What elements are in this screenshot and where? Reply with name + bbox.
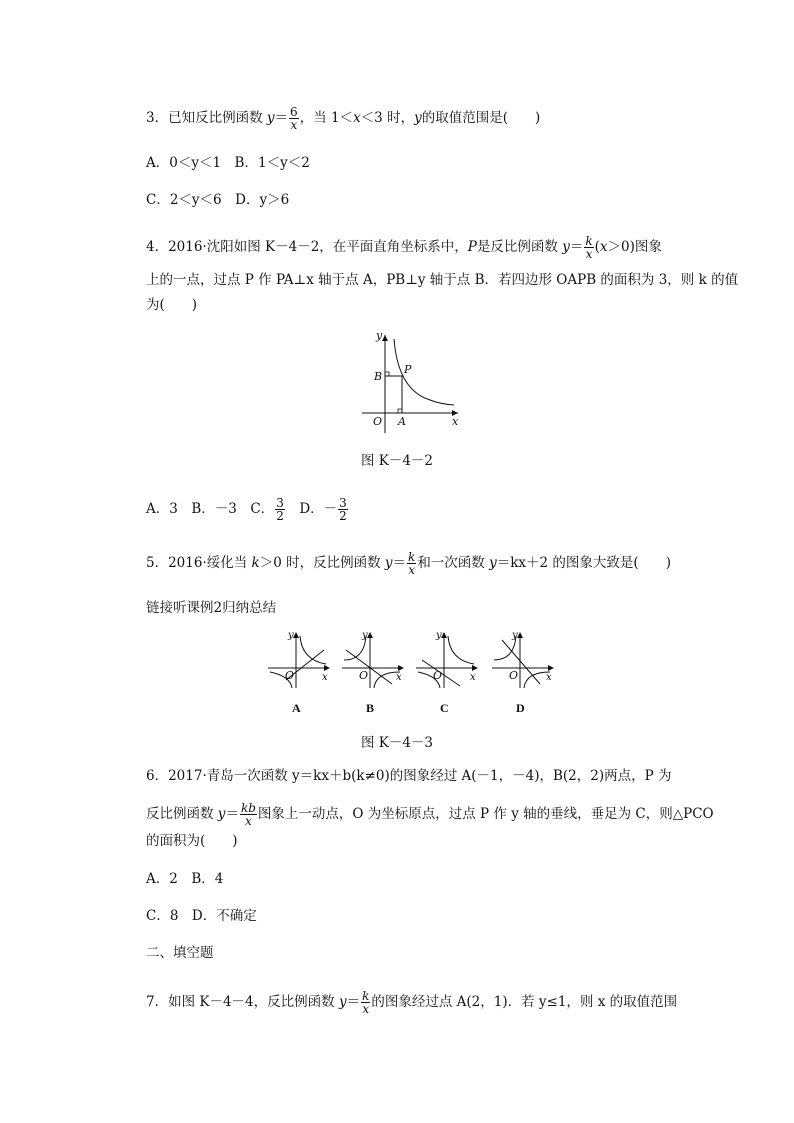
svg-text:y: y — [436, 630, 442, 641]
option-label-d: D — [516, 701, 525, 715]
y-axis-arrow — [382, 335, 388, 341]
label-a: A — [398, 415, 406, 428]
q4-options: A．3 B．－3 C． $\frac{3}{2}$ D．－ $\frac{3}{2}$ — [146, 496, 347, 523]
svg-text:x: x — [396, 672, 402, 683]
fraction-3-over-2: $\frac{3}{2}$ — [276, 496, 284, 523]
option-graph-a — [266, 630, 332, 690]
fraction-3-over-2-negative: $\frac{3}{2}$ — [339, 496, 347, 523]
q5-stem: 5．2016·绥化当 k＞0 时，反比例函数 y＝ $\frac{k}{x}$ 和一次函数 y＝kx＋2 的图象大致是( ) — [146, 550, 671, 577]
svg-text:O: O — [433, 669, 443, 682]
fraction-k-over-x: $\frac{k}{x}$ — [585, 234, 593, 261]
q7-stem: 7．如图 K－4－4，反比例函数 y＝ $\frac{k}{x}$ 的图象经过点 A(2，1)．若 y≤1，则 x 的取值范围 — [146, 989, 678, 1016]
q4-stem-line3: 为( ) — [146, 297, 198, 313]
svg-text:O: O — [509, 669, 519, 682]
q6-options-cd: C．8 D．不确定 — [146, 908, 257, 924]
option-graph-d — [490, 630, 556, 690]
q4-stem-line1: 4．2016·沈阳如图 K－4－2，在平面直角坐标系中，P是反比例函数 y＝ $\frac{k}{x}$ (x＞0)图象 — [146, 234, 662, 261]
svg-text:x: x — [470, 672, 476, 683]
option-label-a: A — [292, 701, 301, 715]
q6-stem-line3: 的面积为( ) — [146, 833, 238, 849]
option-label-c: C — [440, 701, 449, 715]
svg-text:y: y — [512, 630, 518, 641]
q6-stem-line1: 6．2017·青岛一次函数 y＝kx＋b(k≠0)的图象经过 A(－1，－4)，B(2，2)两点，P 为 — [146, 768, 672, 784]
svg-text:y: y — [288, 630, 294, 641]
fraction-kb-over-x: $\frac{kb}{x}$ — [240, 801, 256, 828]
q6-stem-line2: 反比例函数 y＝ $\frac{kb}{x}$ 图象上一动点，O 为坐标原点，过点 P 作 y 轴的垂线，垂足为 C，则△PCO — [146, 801, 714, 828]
section-title-fill-in: 二、填空题 — [146, 945, 214, 961]
right-angle-mark-a — [398, 409, 402, 413]
figure-k-4-2 — [360, 325, 460, 435]
rectangle-oapb — [385, 376, 402, 413]
label-y: y — [376, 329, 383, 342]
label-x: x — [452, 415, 459, 428]
q3-options-ab: A．0＜y＜1 B．1＜y＜2 — [146, 155, 310, 171]
option-label-b: B — [366, 701, 375, 715]
fraction-k-over-x: $\frac{k}{x}$ — [408, 550, 416, 577]
label-p: P — [404, 363, 412, 376]
hyperbola-curve — [394, 339, 454, 405]
q5-link-note: 链接听课例2归纳总结 — [146, 600, 277, 616]
label-o: O — [373, 415, 383, 428]
q6-options-ab: A．2 B．4 — [146, 871, 224, 887]
q3-options-cd: C．2＜y＜6 D．y＞6 — [146, 192, 290, 208]
label-b: B — [374, 370, 383, 383]
fraction-6-over-x: $\frac{6}{x}$ — [290, 105, 298, 132]
svg-text:O: O — [359, 669, 369, 682]
figure-caption-k-4-2: 图 K－4－2 — [360, 453, 434, 469]
svg-text:x: x — [322, 672, 328, 683]
q3-stem: 3．已知反比例函数 y＝ $\frac{6}{x}$ ，当 1＜x＜3 时，y的取值范围是( ) — [146, 105, 541, 132]
svg-text:y: y — [362, 630, 368, 641]
right-angle-mark-b — [385, 372, 389, 376]
fraction-k-over-x: $\frac{k}{x}$ — [362, 989, 370, 1016]
q4-stem-line2: 上的一点，过点 P 作 PA⊥x 轴于点 A，PB⊥y 轴于点 B．若四边形 OAPB 的面积为 3，则 k 的值 — [146, 272, 739, 288]
svg-text:O: O — [285, 669, 295, 682]
svg-text:x: x — [546, 672, 552, 683]
figure-caption-k-4-3: 图 K－4－3 — [360, 735, 434, 751]
option-graph-b — [340, 630, 406, 690]
option-graph-c — [414, 630, 480, 690]
